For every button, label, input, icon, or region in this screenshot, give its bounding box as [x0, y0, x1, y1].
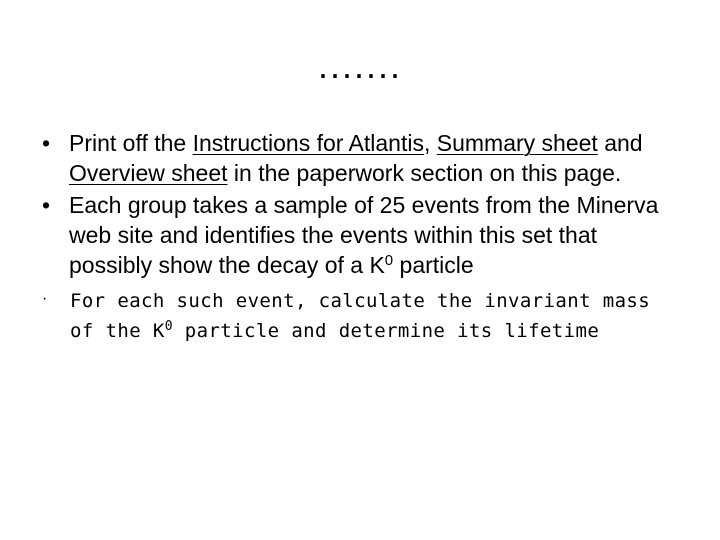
bullet-text: ,: [423, 130, 437, 156]
bullet-text: Each group takes a sample of 25 events from the Minerva web site and identifies the events within this set that possibly show the decay of a K: [69, 192, 659, 278]
summary-sheet-link[interactable]: Summary sheet: [436, 130, 598, 156]
bullet-text: in the paperwork section on this page.: [227, 160, 622, 186]
bullet-text: For each such event, calculate the invariant mass of the K: [70, 290, 651, 342]
bullet-text: Print off the: [69, 130, 193, 156]
superscript-zero: 0: [384, 252, 394, 269]
bullet-marker: •: [42, 130, 51, 156]
bullet-item-print: [42, 128, 682, 188]
bullet-item-calculate: [42, 286, 682, 346]
bullet-marker: ·: [42, 290, 48, 307]
instructions-for-atlantis-link[interactable]: Instructions for Atlantis: [192, 130, 424, 156]
bullet-item-sample: [42, 190, 682, 280]
slide-title: .......: [317, 45, 402, 86]
bullet-text: particle and determine its lifetime: [172, 320, 600, 342]
superscript-zero: 0: [164, 319, 173, 334]
bullet-text: particle: [393, 252, 474, 278]
bullet-marker: •: [42, 192, 51, 218]
overview-sheet-link[interactable]: Overview sheet: [69, 160, 228, 186]
bullet-text: and: [597, 130, 643, 156]
bullet-list: [42, 128, 682, 348]
